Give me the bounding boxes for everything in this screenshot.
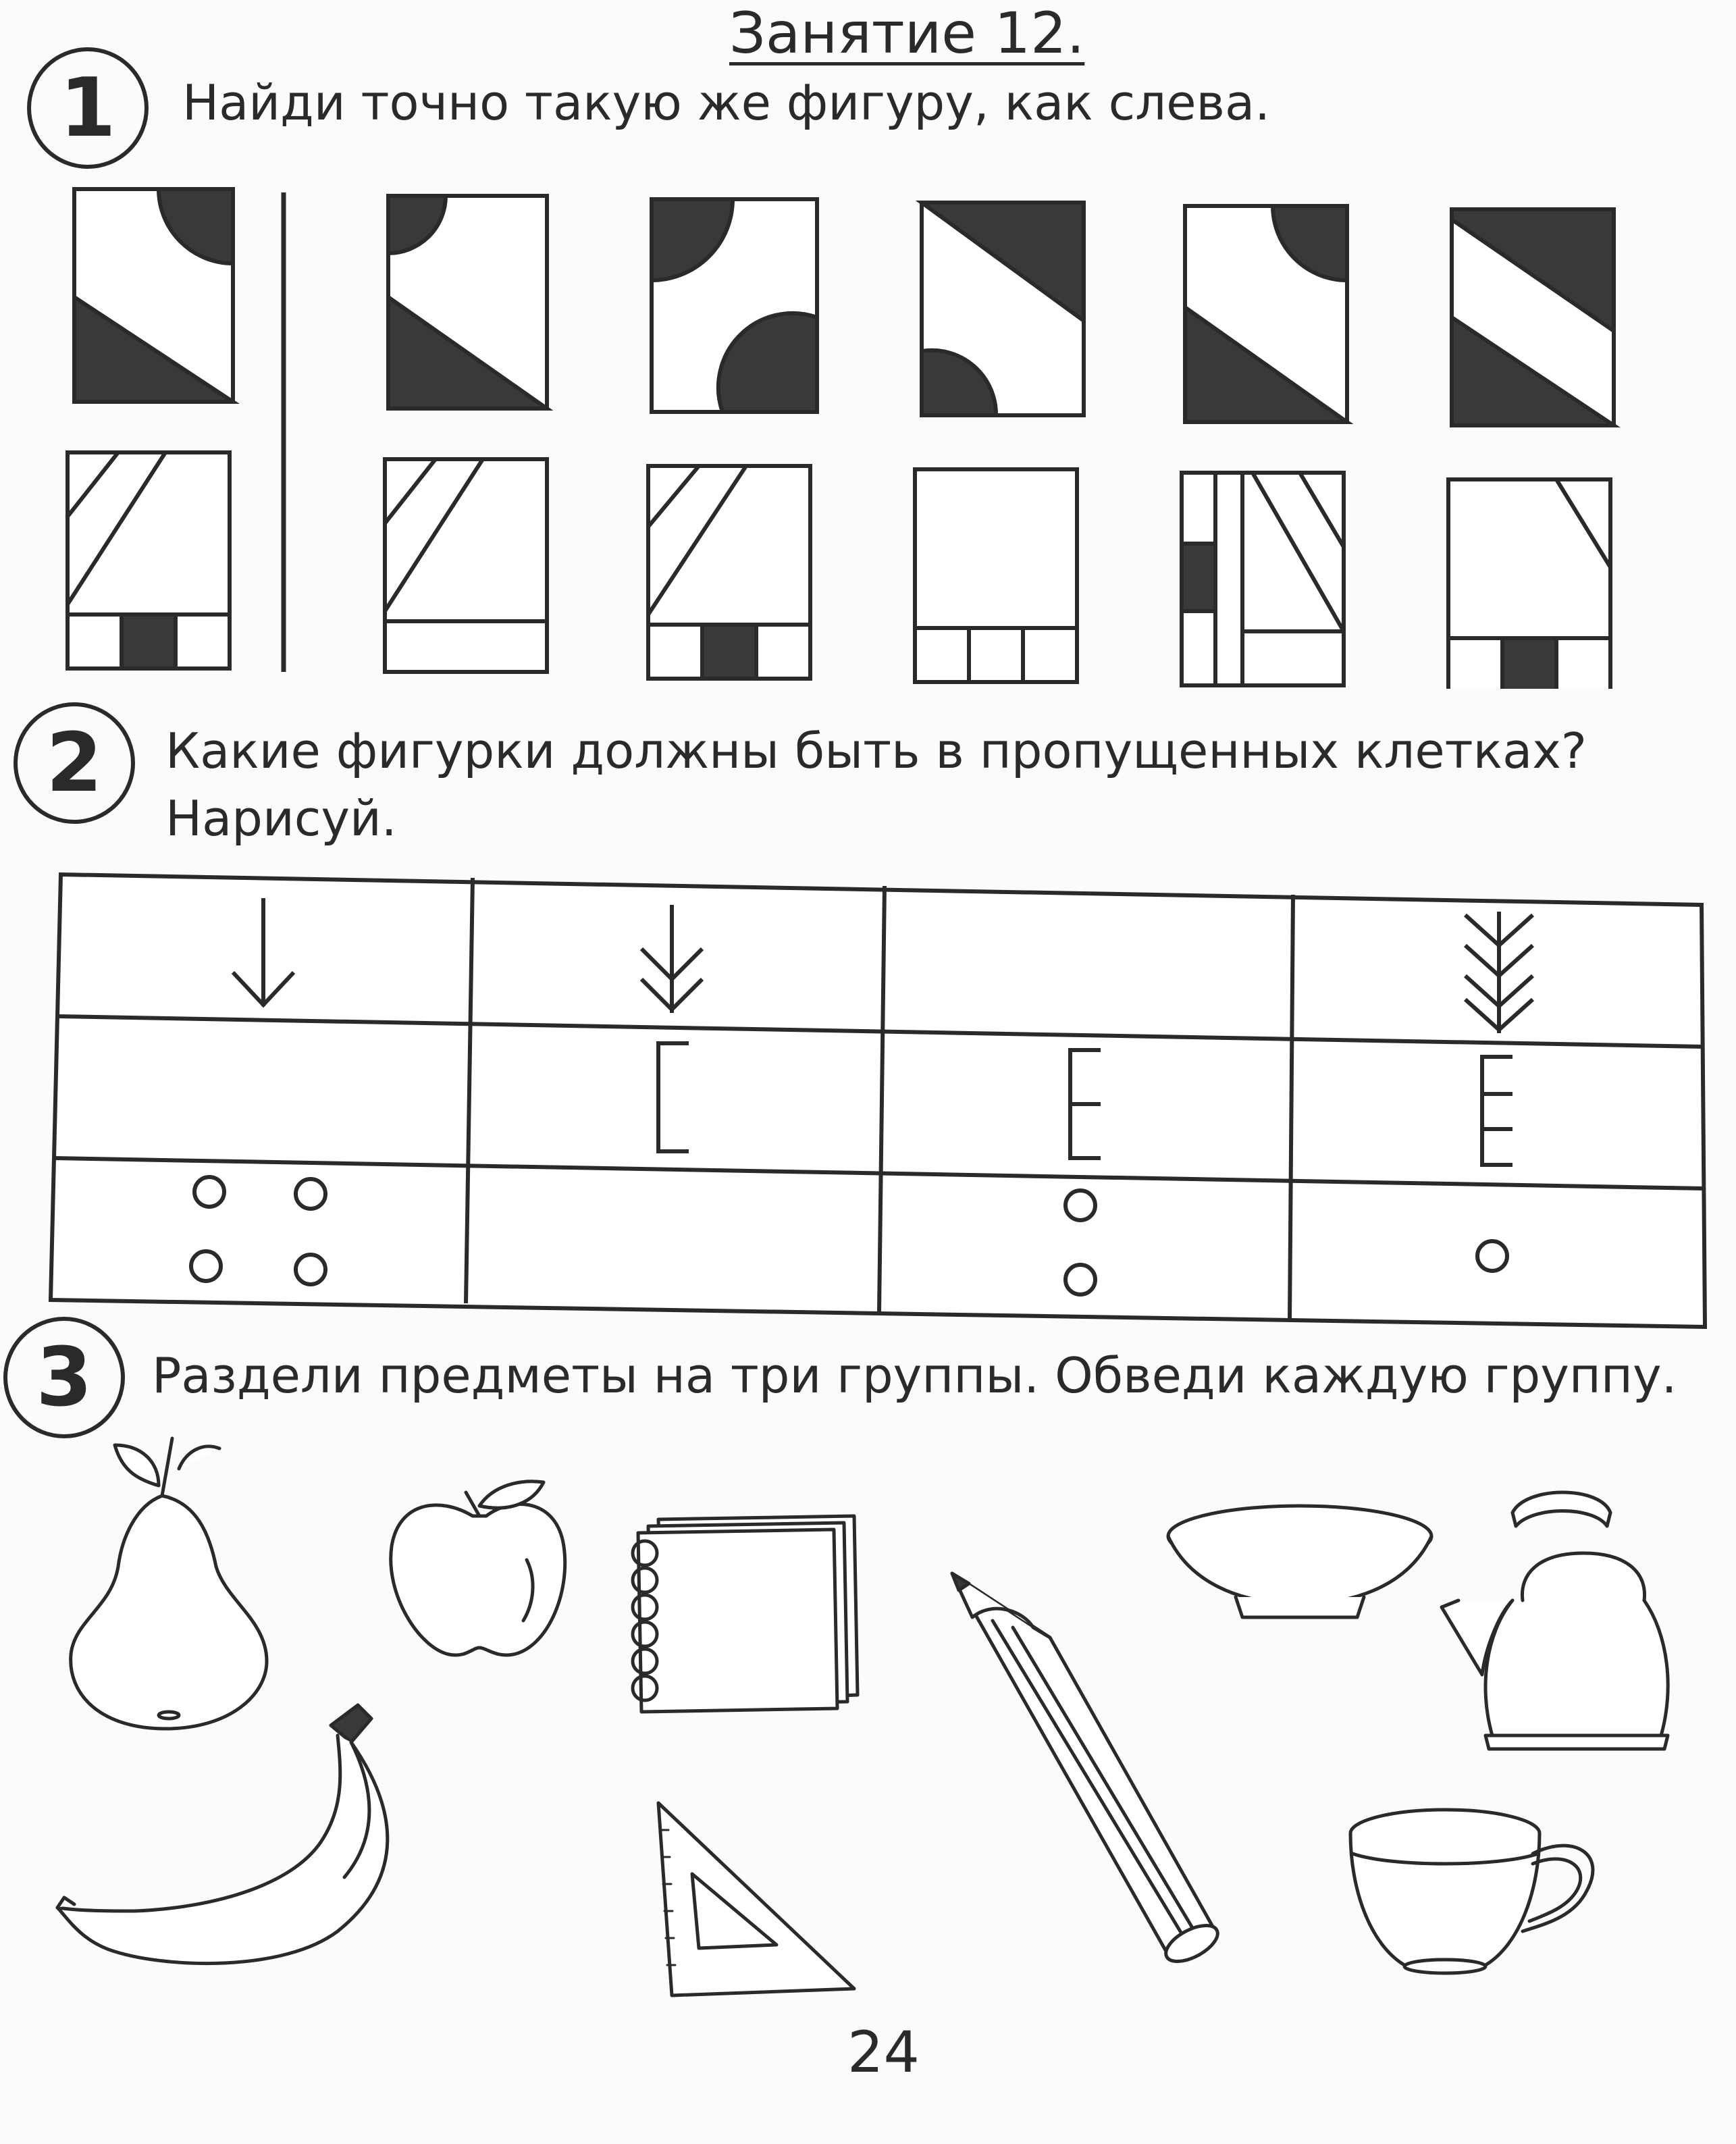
bowl-icon[interactable] xyxy=(1168,1506,1431,1617)
option-figure-row-1-e[interactable] xyxy=(1452,209,1614,425)
task-3-items xyxy=(0,1418,1736,2026)
task-number-3: 3 xyxy=(3,1317,125,1438)
task-2-instruction-line-1: Какие фигурки должны быть в пропущенных клетках? xyxy=(165,723,1587,779)
task-1-instruction: Найди точно такую же фигуру, как слева. xyxy=(182,74,1270,131)
option-figure-row-2-e[interactable] xyxy=(1448,479,1610,689)
option-figure-row-2-d[interactable] xyxy=(1182,473,1344,685)
pear-icon[interactable] xyxy=(71,1438,267,1729)
option-figure-row-2-b[interactable] xyxy=(648,466,810,679)
kettle-icon[interactable] xyxy=(1442,1492,1668,1749)
task-3-instruction: Раздели предметы на три группы. Обведи каждую группу. xyxy=(152,1347,1677,1404)
notebook-icon[interactable] xyxy=(633,1516,858,1712)
task-2-grid xyxy=(0,858,1736,1344)
cup-icon[interactable] xyxy=(1350,1810,1593,1973)
apple-icon[interactable] xyxy=(391,1482,565,1655)
reference-figure-row-1 xyxy=(74,189,233,402)
option-figure-row-2-c[interactable] xyxy=(915,469,1077,682)
page-number: 24 xyxy=(847,2019,920,2085)
banana-icon[interactable] xyxy=(57,1705,388,1964)
set-square-icon[interactable] xyxy=(658,1803,854,1995)
option-figure-row-1-b[interactable] xyxy=(652,199,817,412)
page-title: Занятие 12. xyxy=(729,0,1085,66)
option-figure-row-1-c[interactable] xyxy=(922,203,1084,415)
reference-figure-row-2 xyxy=(68,452,230,669)
task-2-instruction-line-2: Нарисуй. xyxy=(165,790,397,847)
task-1-row-1 xyxy=(0,0,1736,689)
task-number-1: 1 xyxy=(27,47,149,169)
option-figure-row-1-d[interactable] xyxy=(1185,206,1347,422)
pencil-icon[interactable] xyxy=(952,1573,1223,1968)
option-figure-row-1-a[interactable] xyxy=(388,196,547,409)
option-figure-row-2-a[interactable] xyxy=(385,459,547,672)
task-number-2: 2 xyxy=(14,702,135,824)
